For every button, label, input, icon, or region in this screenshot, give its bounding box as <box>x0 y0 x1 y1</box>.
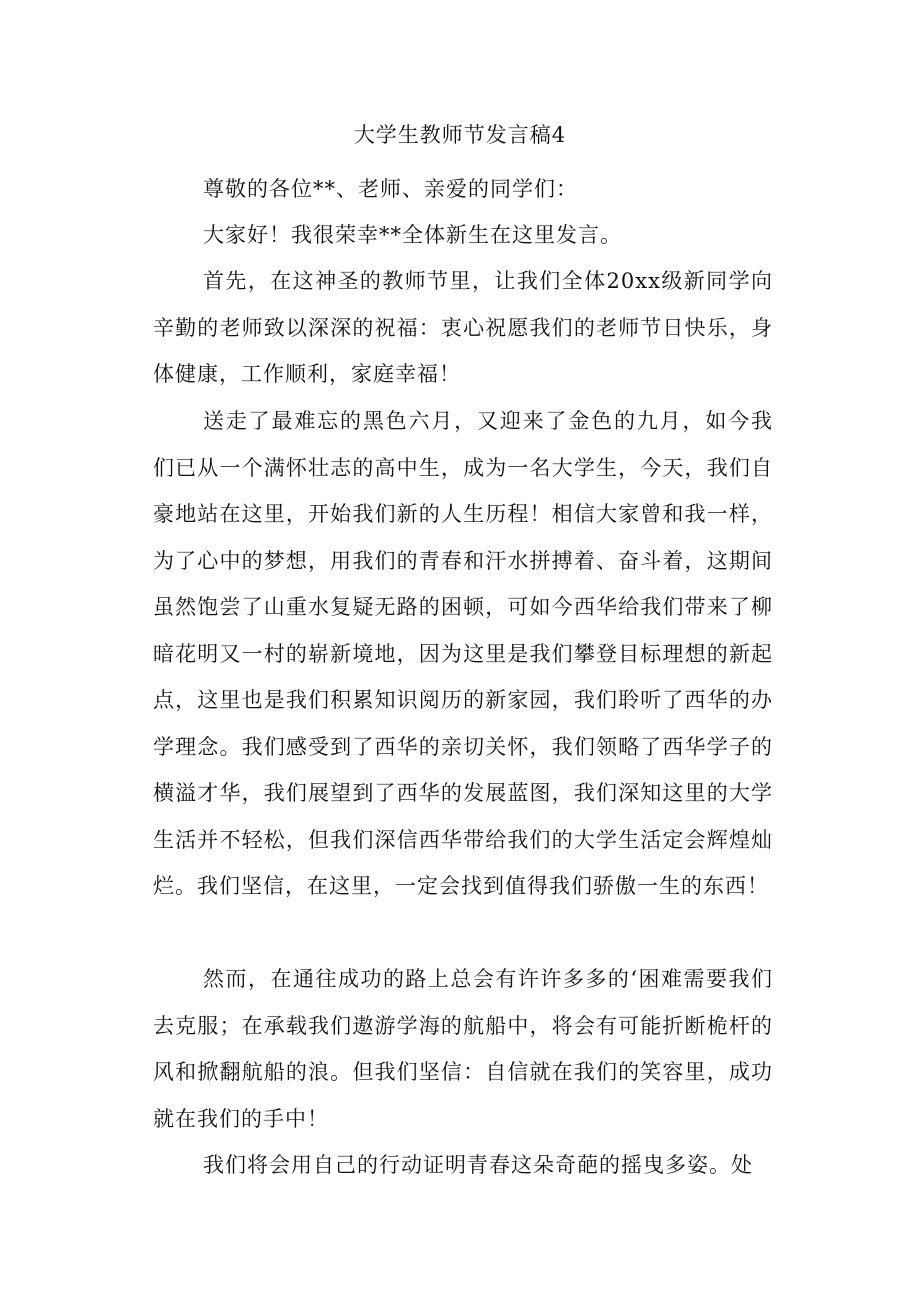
paragraph-blessing: 首先，在这神圣的教师节里，让我们全体20xx级新同学向辛勤的老师致以深深的祝福：衷心祝愿我们的老师节日快乐，身体健康，工作顺利，家庭幸福！ <box>153 269 773 386</box>
document-title: 大学生教师节发言稿4 <box>353 123 567 147</box>
paragraph-greeting: 大家好！我很荣幸**全体新生在这里发言。 <box>203 223 622 247</box>
paragraph-salutation: 尊敬的各位**、老师、亲爱的同学们： <box>203 177 578 201</box>
paragraph-action: 我们将会用自己的行动证明青春这朵奇葩的摇曳多姿。处 <box>203 1153 753 1177</box>
paragraph-challenges: 然而，在通往成功的路上总会有许许多多的‘困难需要我们去克服；在承载我们遨游学海的航船中，将会有可能折断桅杆的风和掀翻航船的浪。但我们坚信：自信就在我们的笑容里，成功就在我们的手中！ <box>153 967 773 1131</box>
paragraph-journey: 送走了最难忘的黑色六月，又迎来了金色的九月，如今我们已从一个满怀壮志的高中生，成为一名大学生，今天，我们自豪地站在这里，开始我们新的人生历程！相信大家曾和我一样，为了心中的梦想，用我们的青春和汗水拼搏着、奋斗着，这期间虽然饱尝了山重水复疑无路的困顿，可如今西华给我们带来了柳暗花明又一村的崭新境地，因为这里是我们攀登目标理想的新起点，这里也是我们积累知识阅历的新家园，我们聆听了西华的办学理念。我们感受到了西华的亲切关怀，我们领略了西华学子的横溢才华，我们展望到了西华的发展蓝图，我们深知这里的大学生活并不轻松，但我们深信西华带给我们的大学生活定会辉煌灿烂。我们坚信，在这里，一定会找到值得我们骄傲一生的东西！ <box>153 409 773 898</box>
